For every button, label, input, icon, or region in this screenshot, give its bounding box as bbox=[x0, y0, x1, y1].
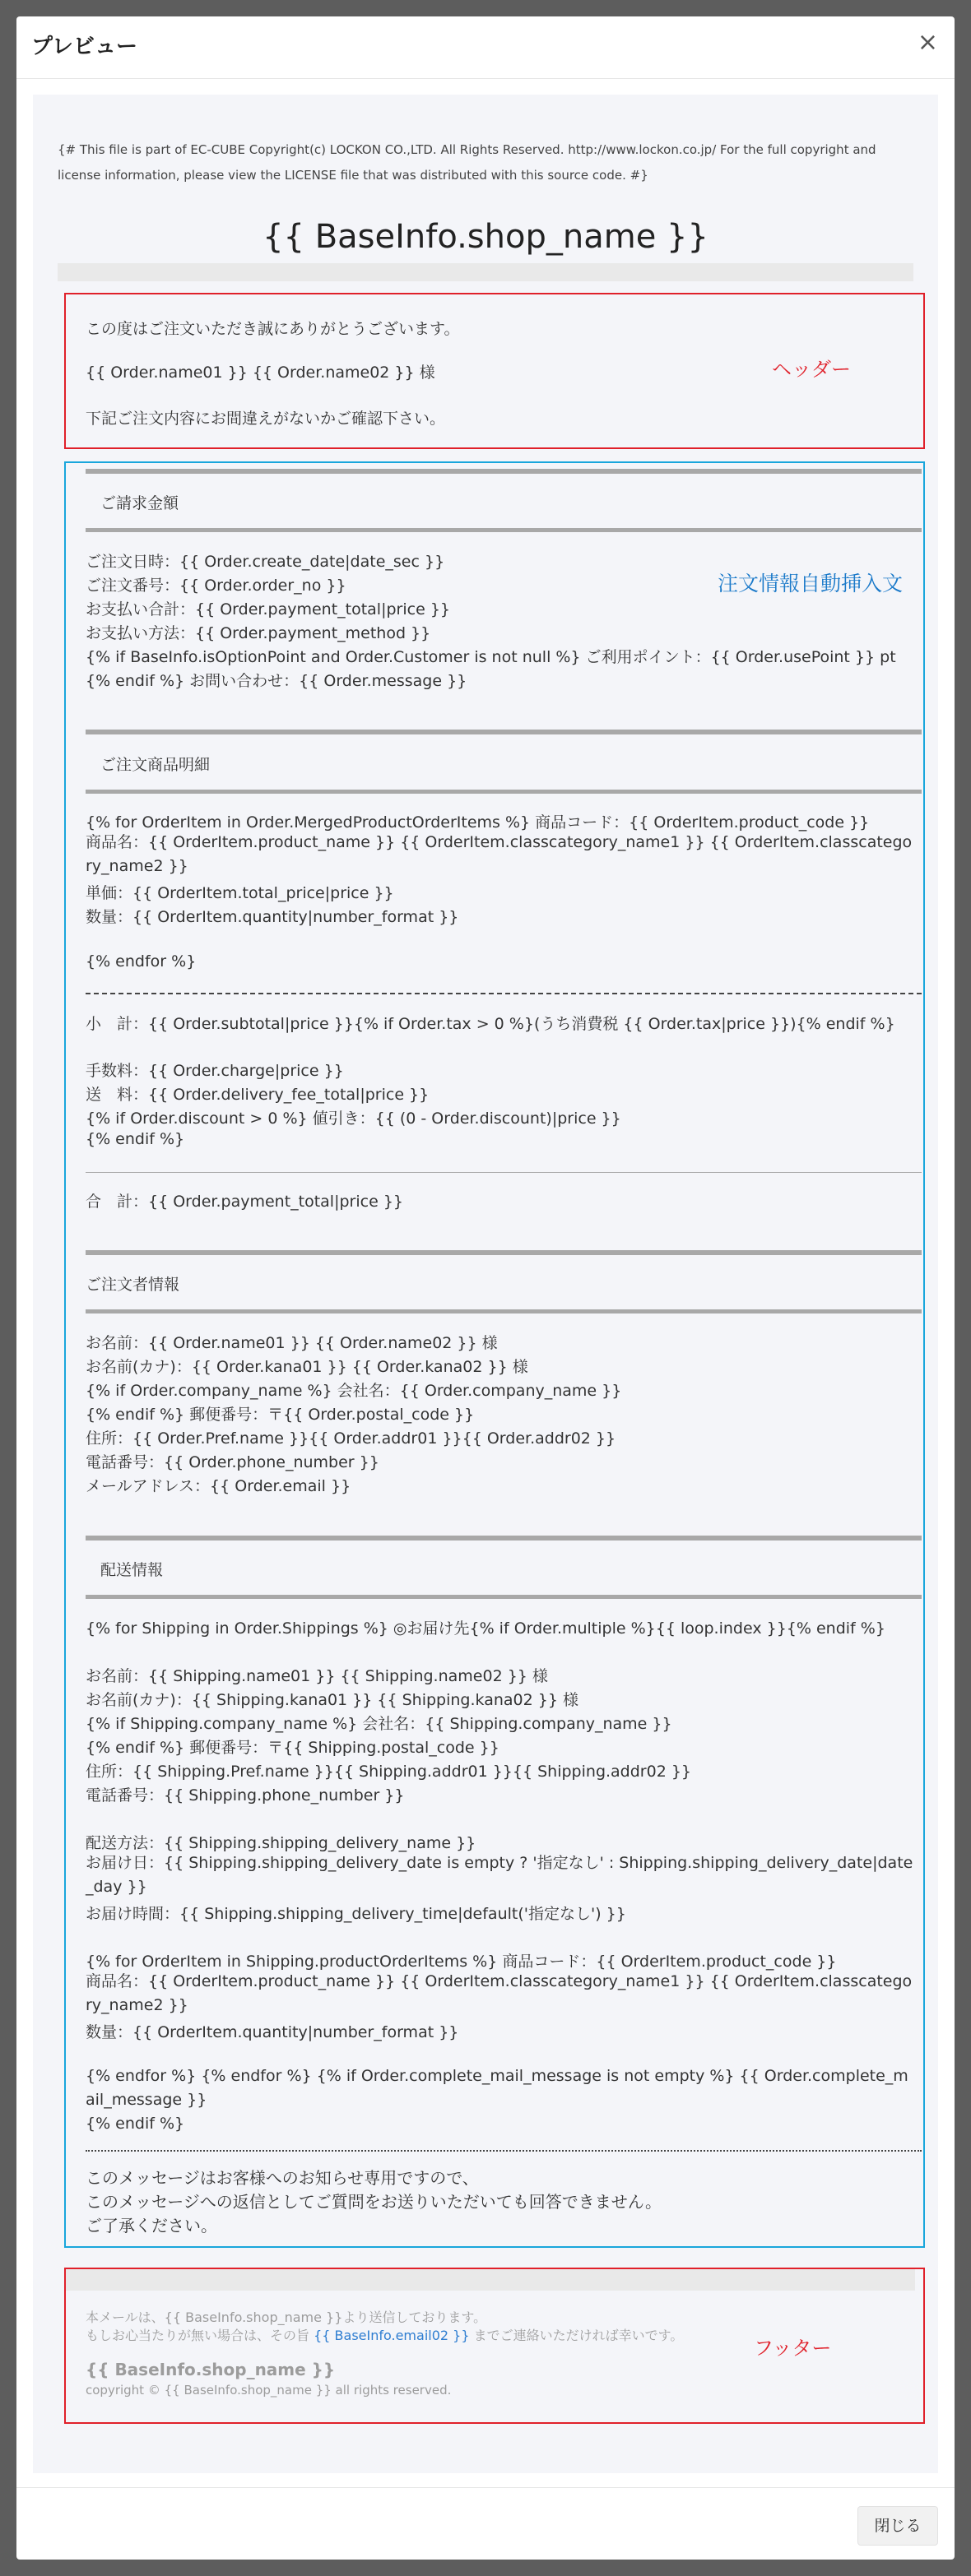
section-rule bbox=[86, 730, 922, 734]
shipping-item-line: 数量：{{ OrderItem.quantity|number_format }} bbox=[86, 2023, 459, 2041]
footer-line: 本メールは、{{ BaseInfo.shop_name }}より送信しております。 bbox=[86, 2310, 487, 2325]
billing-line: ご注文日時：{{ Order.create_date|date_sec }} bbox=[86, 553, 445, 571]
footer-copyright: copyright © {{ BaseInfo.shop_name }} all rights reserved. bbox=[86, 2383, 452, 2398]
section-rule bbox=[86, 1536, 922, 1541]
shop-name-title: {{ BaseInfo.shop_name }} bbox=[262, 218, 709, 256]
shipping-end-line: {% endfor %} {% endfor %} {% if Order.complete_mail_message is not empty %} {{ Order.complete_mail_message }} bbox=[86, 2067, 908, 2109]
mail-preview-body bbox=[33, 95, 938, 2473]
footer-label: フッター bbox=[754, 2337, 832, 2360]
billing-title: ご請求金額 bbox=[100, 494, 179, 512]
close-button[interactable]: 閉じる bbox=[857, 2506, 938, 2546]
billing-line: {% if BaseInfo.isOptionPoint and Order.Customer is not null %} ご利用ポイント：{{ Order.usePoint }} pt bbox=[86, 648, 896, 666]
footer-line-prefix: もしお心当たりが無い場合は、その旨 bbox=[86, 2328, 314, 2343]
shipping-address-line: 電話番号：{{ Shipping.phone_number }} bbox=[86, 1786, 405, 1805]
delivery-time-line: お届け時間：{{ Shipping.shipping_delivery_time|default('指定なし') }} bbox=[86, 1905, 626, 1923]
hair-divider bbox=[86, 1172, 922, 1173]
section-rule bbox=[86, 790, 922, 794]
delivery-method-line: 配送方法：{{ Shipping.shipping_delivery_name }} bbox=[86, 1834, 476, 1852]
footer-line-suffix: までご連絡いただければ幸いです。 bbox=[469, 2328, 684, 2343]
total-line: 合 計：{{ Order.payment_total|price }} bbox=[86, 1193, 403, 1211]
delivery-date-line: お届け日：{{ Shipping.shipping_delivery_date is empty ? '指定なし' : Shipping.shipping_delivery_date|date_day }} bbox=[86, 1854, 913, 1896]
modal-header bbox=[16, 16, 955, 79]
fee-line: 送 料：{{ Order.delivery_fee_total|price }} bbox=[86, 1086, 430, 1104]
close-icon[interactable]: × bbox=[917, 28, 938, 57]
copyright-comment: {# This file is part of EC-CUBE Copyright(c) LOCKON CO.,LTD. All Rights Reserved. http://www.lockon.co.jp/ For the full copyright and license information, please view the LICENSE file that was distributed with this source code. #} bbox=[58, 142, 876, 183]
billing-line: お支払い合計：{{ Order.payment_total|price }} bbox=[86, 600, 450, 619]
notice-line: このメッセージへの返信としてご質問をお送りいただいても回答できません。 bbox=[86, 2192, 662, 2212]
orderer-line: 住所：{{ Order.Pref.name }}{{ Order.addr01 }}{{ Order.addr02 }} bbox=[86, 1429, 616, 1448]
items-line: 単価：{{ OrderItem.total_price|price }} bbox=[86, 884, 394, 902]
header-label: ヘッダー bbox=[772, 358, 851, 381]
notice-line: このメッセージはお客様へのお知らせ専用ですので、 bbox=[86, 2168, 479, 2188]
billing-line: お支払い方法：{{ Order.payment_method }} bbox=[86, 624, 431, 642]
billing-line: ご注文番号：{{ Order.order_no }} bbox=[86, 577, 346, 595]
header-line: {{ Order.name01 }} {{ Order.name02 }} 様 bbox=[86, 364, 435, 382]
order-info-label: 注文情報自動挿入文 bbox=[718, 572, 904, 595]
shipping-title: 配送情報 bbox=[100, 1561, 164, 1579]
orderer-line: メールアドレス：{{ Order.email }} bbox=[86, 1477, 351, 1495]
shipping-address-line: {% if Shipping.company_name %} 会社名：{{ Shipping.company_name }} bbox=[86, 1715, 672, 1733]
items-line: {% for OrderItem in Order.MergedProductOrderItems %} 商品コード：{{ OrderItem.product_code }} bbox=[86, 813, 870, 832]
shipping-address-line: お名前：{{ Shipping.name01 }} {{ Shipping.name02 }} 様 bbox=[86, 1667, 548, 1685]
modal-title: プレビュー bbox=[31, 35, 137, 59]
items-line: 商品名：{{ OrderItem.product_name }} {{ OrderItem.classcategory_name1 }} {{ OrderItem.classcategory_name2 }} bbox=[86, 833, 913, 875]
shipping-item-line: 商品名：{{ OrderItem.product_name }} {{ OrderItem.classcategory_name1 }} {{ OrderItem.classcategory_name2 }} bbox=[86, 1972, 913, 2014]
header-line: この度はご注文いただき誠にありがとうございます。 bbox=[86, 320, 460, 338]
section-rule bbox=[86, 1309, 922, 1313]
footer-gray-bar bbox=[66, 2269, 915, 2291]
subtotal-line: 小 計：{{ Order.subtotal|price }}{% if Order.tax > 0 %}(うち消費税 {{ Order.tax|price }}){% endif %} bbox=[86, 1015, 895, 1033]
section-rule bbox=[86, 1250, 922, 1255]
footer-shop-name: {{ BaseInfo.shop_name }} bbox=[86, 2360, 336, 2379]
orderer-line: お名前：{{ Order.name01 }} {{ Order.name02 }} 様 bbox=[86, 1334, 498, 1352]
email-link[interactable]: {{ BaseInfo.email02 }} bbox=[314, 2328, 470, 2343]
shipping-loop-line: {% for Shipping in Order.Shippings %} ◎お届け先{% if Order.multiple %}{{ loop.index }}{% endif %} bbox=[86, 1619, 885, 1638]
shipping-endif-line: {% endif %} bbox=[86, 2115, 185, 2133]
orderer-title: ご注文者情報 bbox=[86, 1276, 180, 1294]
dotted-divider bbox=[86, 2150, 922, 2152]
modal-footer bbox=[16, 2487, 955, 2560]
fee-line: {% if Order.discount > 0 %} 値引き：{{ (0 - Order.discount)|price }} bbox=[86, 1110, 621, 1128]
fee-line: {% endif %} bbox=[86, 1130, 185, 1148]
section-rule bbox=[86, 469, 922, 474]
items-title: ご注文商品明細 bbox=[100, 756, 211, 774]
items-line: 数量：{{ OrderItem.quantity|number_format }} bbox=[86, 908, 459, 926]
header-line: 下記ご注文内容にお間違えがないかご確認下さい。 bbox=[86, 410, 446, 428]
shipping-address-line: 住所：{{ Shipping.Pref.name }}{{ Shipping.addr01 }}{{ Shipping.addr02 }} bbox=[86, 1763, 692, 1781]
fee-line: 手数料：{{ Order.charge|price }} bbox=[86, 1062, 344, 1080]
items-line: {% endfor %} bbox=[86, 952, 197, 971]
footer-line bbox=[86, 2325, 683, 2344]
preview-modal bbox=[16, 16, 955, 2560]
shipping-item-line: {% for OrderItem in Shipping.productOrderItems %} 商品コード：{{ OrderItem.product_code }} bbox=[86, 1953, 837, 1971]
orderer-line: 電話番号：{{ Order.phone_number }} bbox=[86, 1453, 379, 1471]
shipping-address-line: お名前(カナ)：{{ Shipping.kana01 }} {{ Shipping.kana02 }} 様 bbox=[86, 1691, 578, 1709]
billing-line: {% endif %} お問い合わせ：{{ Order.message }} bbox=[86, 672, 467, 690]
section-rule bbox=[86, 528, 922, 532]
dashed-divider bbox=[86, 993, 922, 994]
orderer-line: {% endif %} 郵便番号：〒{{ Order.postal_code }} bbox=[86, 1406, 475, 1424]
shipping-address-line: {% endif %} 郵便番号：〒{{ Shipping.postal_code }} bbox=[86, 1739, 499, 1757]
orderer-line: お名前(カナ)：{{ Order.kana01 }} {{ Order.kana02 }} 様 bbox=[86, 1358, 528, 1376]
divider-bar bbox=[58, 263, 913, 281]
orderer-line: {% if Order.company_name %} 会社名：{{ Order.company_name }} bbox=[86, 1382, 622, 1400]
section-rule bbox=[86, 1595, 922, 1599]
notice-line: ご了承ください。 bbox=[86, 2216, 217, 2235]
